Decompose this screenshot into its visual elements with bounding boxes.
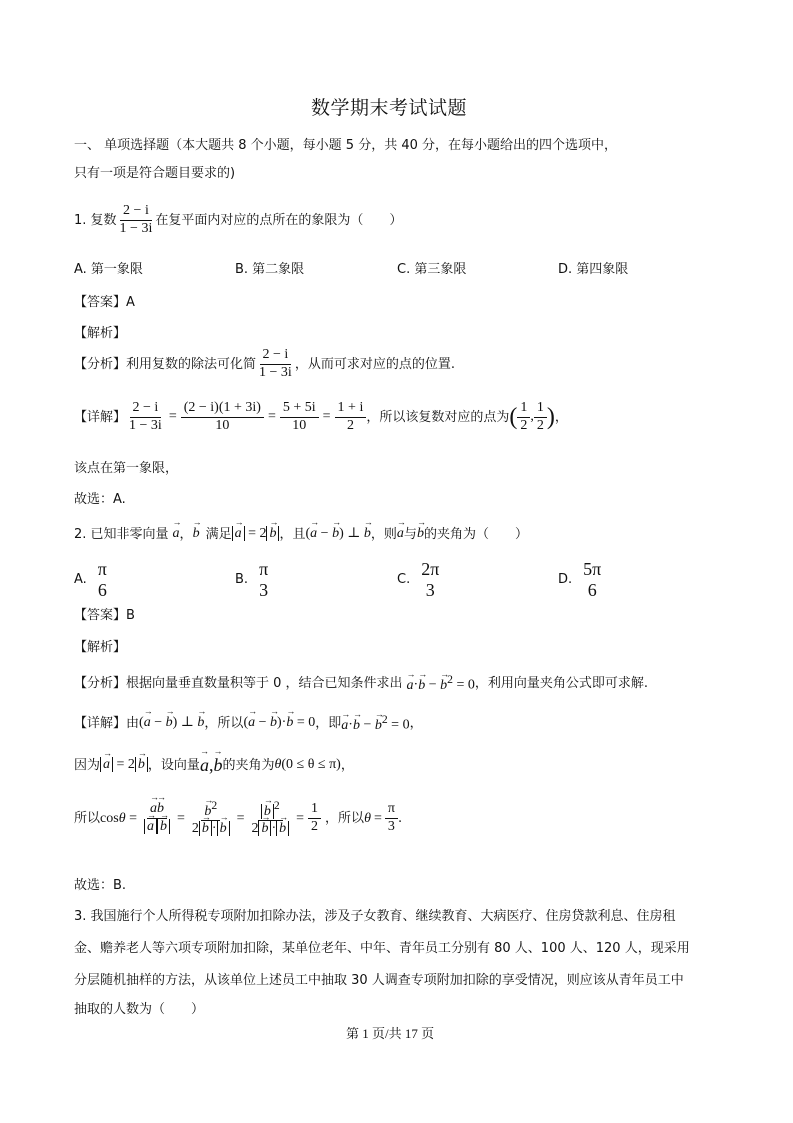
q2-vectors: → a,→ b [200, 756, 223, 774]
q2-stem-prefix: 2. 已知非零向量 [74, 526, 169, 542]
section-heading-line2: 只有一项是符合题目要求的) [74, 166, 236, 181]
q1-detail-frac4-num: 1 + i [335, 401, 367, 418]
q2-detail-dot: (→ a − → b)·→ b = 0 [243, 716, 315, 730]
q2-analysis-label: 【解析】 [74, 640, 127, 655]
q3-line1: 3. 我国施行个人所得税专项附加扣除办法，涉及子女教育、继续教育、大病医疗、住房贷款利息、住房租 [74, 909, 676, 924]
q1-point-y [534, 401, 547, 433]
q2-option-c-label: C. [397, 572, 411, 588]
q1-detail-mid: ，所以该复数对应的点为 [366, 409, 510, 425]
q1-detail-frac3 [280, 401, 319, 433]
q2-fenxi [74, 674, 648, 693]
q1-answer: 【答案】A [74, 295, 135, 310]
comma: ， [409, 715, 423, 731]
q2-because [74, 756, 354, 774]
q1-fenxi-frac-den: 1 − 3i [259, 364, 292, 380]
q2-detail-ji: ，即 [315, 715, 342, 731]
q2-angle-label: 的夹角为 [222, 757, 275, 773]
q2-fenxi-text: 【分析】根据向量垂直数量积等于 0 ，结合已知条件求出 [74, 675, 403, 691]
q1-detail-frac1-num: 2 − i [130, 401, 162, 418]
q1-fenxi-prefix: 【分析】利用复数的除法可化简 [74, 356, 257, 372]
q1-detail-frac1 [126, 401, 165, 433]
q2-option-b-num: π [259, 559, 269, 579]
q2-option-d-frac [580, 560, 604, 600]
q1-detail-frac2-num: (2 − i)(1 + 3i) [181, 401, 264, 418]
q2-detail-label: 【详解】由 [74, 715, 140, 731]
vector-b: → b [193, 527, 200, 541]
q2-option-c-den: 3 [425, 579, 435, 600]
q2-option-b [235, 560, 271, 600]
q1-detail-frac4 [335, 401, 367, 433]
comma: , [530, 409, 534, 425]
q2-option-b-frac [256, 560, 271, 600]
q1-point-y-num: 1 [534, 401, 547, 418]
q1-option-d: D. 第四象限 [558, 262, 629, 277]
q1-detail-frac1-den: 1 − 3i [129, 417, 162, 433]
q1-detail-frac4-den: 2 [346, 417, 354, 433]
comma: ， [340, 757, 354, 773]
q1-detail-label: 【详解】 [74, 409, 127, 425]
equals-sign: = [176, 810, 185, 826]
q2-detail-perp: (→ a − → b) ⊥ → b [139, 716, 204, 730]
q1-fenxi-fraction [256, 348, 295, 380]
q2-option-c-frac [418, 560, 442, 600]
q2-condition: → a = 2→ b [232, 527, 280, 541]
q2-option-a [74, 560, 110, 600]
q2-with: 与 [403, 526, 417, 542]
q1-conclusion: 该点在第一象限， [74, 461, 179, 476]
q2-option-b-label: B. [235, 572, 249, 588]
q1-prefix: 1. 复数 [74, 212, 117, 228]
q1-detail [74, 401, 568, 433]
q2-then: ，则 [370, 526, 397, 542]
vector-a: → a [173, 527, 180, 541]
q2-satisfy: 满足 [205, 526, 232, 542]
q1-frac-num: 2 − i [120, 204, 152, 221]
equals-sign: = [296, 810, 305, 826]
q1-fenxi-suffix: ，从而可求对应的点的位置. [294, 356, 455, 372]
page-footer: 第 1 页/共 17 页 [346, 1026, 435, 1041]
q2-range: (0 ≤ θ ≤ π) [281, 757, 341, 772]
q2-detail-result: → a·→ b − → $b^2 = 0$ [341, 714, 409, 733]
q2-option-a-den: 6 [97, 579, 107, 600]
q1-point-x-num: 1 [517, 401, 530, 418]
q1-point-x-den: 2 [520, 417, 528, 433]
q2-fenxi-end: ，利用向量夹角公式即可求解. [474, 675, 648, 691]
q1-fraction [117, 204, 156, 236]
q2-option-a-num: π [97, 559, 107, 579]
question-1-stem [74, 204, 402, 236]
q2-option-c [397, 560, 442, 600]
cos-frac1: → a→ b → a→ b [141, 802, 173, 834]
equals-sign: = [267, 409, 276, 425]
theta: θ [274, 757, 282, 772]
q2-option-d-num: 5π [583, 559, 602, 579]
q1-analysis-label: 【解析】 [74, 326, 127, 341]
q1-suffix: 在复平面内对应的点所在的象限为（ ） [155, 212, 403, 228]
q1-option-a: A. 第一象限 [74, 262, 143, 277]
comma: ， [179, 526, 193, 542]
theta-value: $\frac{\pi}{3}$ [385, 802, 398, 834]
vector-a: → a [397, 527, 404, 541]
q2-cos-formula [74, 800, 402, 837]
equals-sign: = [168, 409, 177, 425]
theta: θ [364, 810, 371, 826]
comma: ， [554, 409, 568, 425]
q2-because-formula: → a = 2→ b [100, 758, 148, 772]
q3-line4: 抽取的人数为（ ） [74, 1002, 205, 1017]
q2-option-c-num: 2π [421, 559, 440, 579]
q1-fenxi [74, 348, 455, 380]
q1-fenxi-frac-num: 2 − i [260, 348, 292, 365]
cos-frac2: → $\frac{b^2}{2\to b \cdot\to b}$ [189, 800, 233, 837]
q2-choice: 故选：B. [74, 878, 127, 893]
q2-option-a-frac [95, 560, 110, 600]
period: . [397, 811, 403, 827]
q2-perpendicular: (→ a − → b) ⊥ → b [306, 527, 371, 541]
q2-detail-so: ，所以 [204, 715, 244, 731]
q1-option-b: B. 第二象限 [235, 262, 305, 277]
q1-option-c: C. 第三象限 [397, 262, 467, 277]
q3-line2: 金、赡养老人等六项专项附加扣除，某单位老年、中年、青年员工分别有 80 人、100 人、120 人，现采用 [74, 941, 690, 956]
q2-so-label: 所以 [74, 811, 101, 827]
q2-option-d [558, 560, 604, 600]
q1-choice: 故选：A. [74, 492, 126, 507]
equals-sign: = [373, 810, 382, 826]
cos-frac3: → $\frac{b ^2}{2\to b \cdot\to b}$ [248, 800, 292, 837]
q2-and: ，且 [279, 526, 306, 542]
cos-frac4: $\frac{1}{2}$ [308, 802, 321, 834]
q2-because-label: 因为 [74, 757, 101, 773]
equals-sign: = [322, 409, 331, 425]
q2-option-d-den: 6 [587, 579, 597, 600]
q2-let: ，设向量 [147, 757, 200, 773]
q2-option-a-label: A. [74, 572, 87, 588]
page-title: 数学期末考试试题 [311, 98, 468, 119]
left-paren: ( [509, 404, 518, 431]
q1-point-y-den: 2 [536, 417, 544, 433]
right-paren: ) [546, 404, 555, 431]
q1-frac-den: 1 − 3i [119, 220, 153, 236]
question-2-stem [74, 527, 528, 541]
q2-answer: 【答案】B [74, 608, 135, 623]
q2-option-b-den: 3 [259, 579, 269, 600]
q2-detail [74, 714, 423, 733]
q1-detail-frac2 [181, 401, 264, 433]
q2-fenxi-formula: → a·→ b − → $b^2 = 0$ [407, 674, 475, 693]
q1-detail-frac3-num: 5 + 5i [280, 401, 319, 418]
q1-detail-frac3-den: 10 [292, 417, 307, 433]
q3-line3: 分层随机抽样的方法，从该单位上述员工中抽取 30 人调查专项附加扣除的享受情况，则应该从青年员工中 [74, 973, 684, 988]
q1-point-x [517, 401, 530, 433]
vector-b: → b [417, 527, 424, 541]
equals-sign: = [236, 810, 245, 826]
q2-so-label-2: ，所以 [325, 811, 365, 827]
q1-detail-frac2-den: 10 [215, 417, 230, 433]
q2-angle-question: 的夹角为（ ） [423, 526, 528, 542]
q2-option-d-label: D. [558, 572, 573, 588]
section-heading-line1: 一、 单项选择题（本大题共 8 个小题，每小题 5 分，共 40 分，在每小题给出的四个选项中， [74, 138, 618, 153]
cos-theta: cosθ = [100, 810, 137, 826]
